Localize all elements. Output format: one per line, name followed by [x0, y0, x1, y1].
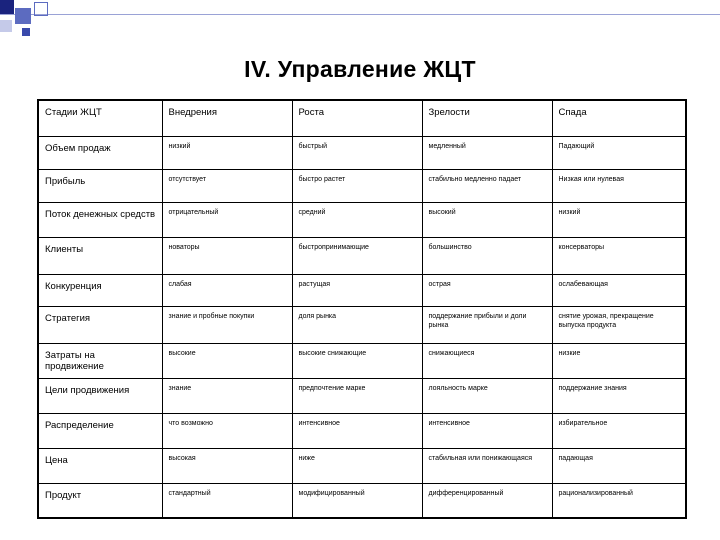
table-cell: стандартный	[162, 483, 292, 518]
table-row	[38, 202, 686, 237]
table-cell: большинство	[422, 237, 552, 274]
table-cell: острая	[422, 274, 552, 307]
table-cell: высокий	[422, 202, 552, 237]
row-label-cell: Распределение	[38, 413, 162, 448]
table-cell: растущая	[292, 274, 422, 307]
table-cell: консерваторы	[552, 237, 686, 274]
table-cell: интенсивное	[422, 413, 552, 448]
table-cell: модифицированный	[292, 483, 422, 518]
table-cell: рационализированный	[552, 483, 686, 518]
table-cell: снятие урожая, прекращение выпуска продукта	[552, 307, 686, 344]
slide-title: IV. Управление ЖЦТ	[244, 56, 476, 82]
table-cell: быстропринимающие	[292, 237, 422, 274]
table-cell: высокие снижающие	[292, 344, 422, 379]
row-label-cell: Цена	[38, 448, 162, 483]
table-cell: снижающиеся	[422, 344, 552, 379]
table-row	[38, 237, 686, 274]
table-cell: низкий	[552, 202, 686, 237]
table-header-cell: Стадии ЖЦТ	[38, 100, 162, 137]
table-cell: что возможно	[162, 413, 292, 448]
corner-square-dark	[0, 0, 14, 14]
corner-square-mid	[15, 8, 31, 24]
table-cell: избирательное	[552, 413, 686, 448]
table-header-cell: Спада	[552, 100, 686, 137]
row-label-cell: Затраты на продвижение	[38, 344, 162, 379]
row-label-cell: Прибыль	[38, 170, 162, 203]
table-cell: низкий	[162, 137, 292, 170]
table-cell: лояльность марке	[422, 379, 552, 414]
table-cell: Низкая или нулевая	[552, 170, 686, 203]
table-header-cell: Внедрения	[162, 100, 292, 137]
table-row	[38, 379, 686, 414]
row-label-cell: Цели продвижения	[38, 379, 162, 414]
table-cell: ниже	[292, 448, 422, 483]
corner-square-small	[22, 28, 30, 36]
table-cell: доля рынка	[292, 307, 422, 344]
life-cycle-table	[37, 99, 687, 519]
table-cell: низкие	[552, 344, 686, 379]
row-label-cell: Поток денежных средств	[38, 202, 162, 237]
table-cell: предпочтение марке	[292, 379, 422, 414]
table-row	[38, 274, 686, 307]
table-cell: ослабевающая	[552, 274, 686, 307]
table-cell: падающая	[552, 448, 686, 483]
table-cell: дифференцированный	[422, 483, 552, 518]
table-row	[38, 448, 686, 483]
row-label-cell: Продукт	[38, 483, 162, 518]
table-cell: отрицательный	[162, 202, 292, 237]
table-cell: знание и пробные покупки	[162, 307, 292, 344]
row-label-cell: Объем продаж	[38, 137, 162, 170]
table-cell: быстро растет	[292, 170, 422, 203]
row-label-cell: Стратегия	[38, 307, 162, 344]
table-cell: средний	[292, 202, 422, 237]
table-cell: медленный	[422, 137, 552, 170]
corner-square-outline	[34, 2, 48, 16]
table-cell: Падающий	[552, 137, 686, 170]
table-cell: новаторы	[162, 237, 292, 274]
table-row	[38, 344, 686, 379]
table-row	[38, 170, 686, 203]
table-header-row	[38, 100, 686, 137]
top-accent-line	[0, 14, 720, 15]
row-label-cell: Клиенты	[38, 237, 162, 274]
table-header-cell: Зрелости	[422, 100, 552, 137]
table-cell: интенсивное	[292, 413, 422, 448]
table-row	[38, 413, 686, 448]
table-cell: поддержание прибыли и доли рынка	[422, 307, 552, 344]
table-header-cell: Роста	[292, 100, 422, 137]
table-row	[38, 307, 686, 344]
table-cell: стабильно медленно падает	[422, 170, 552, 203]
table-row	[38, 483, 686, 518]
table-cell: высокие	[162, 344, 292, 379]
table-cell: поддержание знания	[552, 379, 686, 414]
table-cell: слабая	[162, 274, 292, 307]
table-cell: высокая	[162, 448, 292, 483]
table-row	[38, 137, 686, 170]
corner-square-light	[0, 20, 12, 32]
row-label-cell: Конкуренция	[38, 274, 162, 307]
table-cell: отсутствует	[162, 170, 292, 203]
table-cell: знание	[162, 379, 292, 414]
table-cell: стабильная или понижающаяся	[422, 448, 552, 483]
table-cell: быстрый	[292, 137, 422, 170]
